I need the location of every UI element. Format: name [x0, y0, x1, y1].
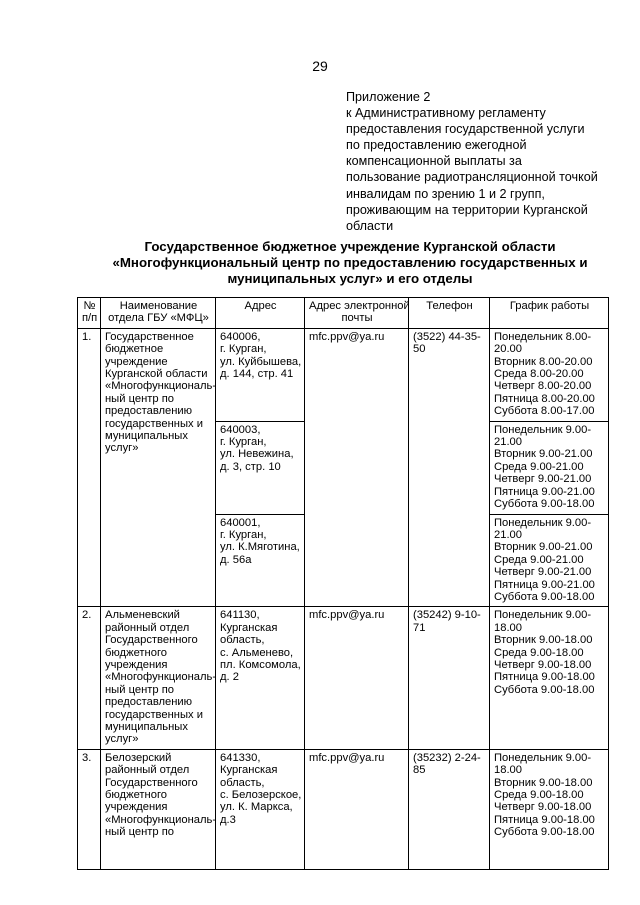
header-department: Наименование отдела ГБУ «МФЦ»	[101, 298, 216, 329]
department-name: Альменевский районный отдел Государственного бюджетного учреждения «Многофункциональ- ный центр по предоставлению государственных и муниципальных услуг»	[101, 607, 216, 749]
header-address: Адрес	[216, 298, 305, 329]
schedule-cell: Понедельник 9.00- 21.00 Вторник 9.00-21.00 Среда 9.00-21.00 Четверг 9.00-21.00 Пятница 9.00-21.00 Суббота 9.00-18.00	[490, 421, 609, 514]
phone-cell: (3522) 44-35- 50	[409, 328, 490, 607]
email-cell: mfc.ppv@ya.ru	[305, 328, 409, 607]
appendix-line: к Административному регламенту	[346, 106, 546, 121]
department-name: Государственное бюджетное учреждение Курганской области «Многофункциональ- ный центр по предоставлению государственных и муниципальных услуг»	[101, 328, 216, 607]
schedule-cell: Понедельник 9.00- 18.00 Вторник 9.00-18.00 Среда 9.00-18.00 Четверг 9.00-18.00 Пятница 9.00-18.00 Суббота 9.00-18.00	[490, 607, 609, 749]
schedule-cell: Понедельник 9.00- 18.00 Вторник 9.00-18.00 Среда 9.00-18.00 Четверг 9.00-18.00 Пятница 9.00-18.00 Суббота 9.00-18.00	[490, 749, 609, 869]
title-line: муниципальных услуг» и его отделы	[227, 271, 473, 286]
appendix-line: области	[346, 218, 394, 233]
appendix-line: инвалидам по зрению 1 и 2 групп,	[346, 186, 545, 201]
appendix-header	[346, 89, 631, 234]
email-cell: mfc.ppv@ya.ru	[305, 607, 409, 749]
schedule-cell: Понедельник 9.00- 21.00 Вторник 9.00-21.00 Среда 9.00-21.00 Четверг 9.00-21.00 Пятница 9.00-21.00 Суббота 9.00-18.00	[490, 514, 609, 607]
title-line: «Многофункциональный центр по предоставлению государственных и	[112, 255, 588, 270]
title-line: Государственное бюджетное учреждение Курганской области	[144, 239, 556, 254]
header-number: № п/п	[78, 298, 101, 329]
table-row	[78, 749, 609, 869]
appendix-line: пользование радиотрансляционной точкой	[346, 170, 598, 185]
schedule-cell: Понедельник 8.00- 20.00 Вторник 8.00-20.00 Среда 8.00-20.00 Четверг 8.00-20.00 Пятница 8.00-20.00 Суббота 8.00-17.00	[490, 328, 609, 421]
appendix-line: по предоставлению ежегодной	[346, 138, 527, 153]
phone-cell: (35232) 2-24- 85	[409, 749, 490, 869]
row-number: 3.	[78, 749, 101, 869]
header-phone: Телефон	[409, 298, 490, 329]
page-number: 29	[312, 58, 328, 74]
address-cell: 640003, г. Курган, ул. Невежина, д. 3, стр. 10	[216, 421, 305, 514]
header-email: Адрес электронной почты	[305, 298, 409, 329]
phone-cell: (35242) 9-10- 71	[409, 607, 490, 749]
address-cell: 640001, г. Курган, ул. К.Мяготина, д. 56а	[216, 514, 305, 607]
appendix-line: проживающим на территории Курганской	[346, 202, 588, 217]
department-name: Белозерский районный отдел Государственного бюджетного учреждения «Многофункциональ- ный центр по	[101, 749, 216, 869]
row-number: 2.	[78, 607, 101, 749]
address-cell: 640006, г. Курган, ул. Куйбышева, д. 144, стр. 41	[216, 328, 305, 421]
offices-table	[77, 297, 609, 870]
table-row	[78, 607, 609, 749]
appendix-line: предоставления государственной услуги	[346, 122, 585, 137]
email-cell: mfc.ppv@ya.ru	[305, 749, 409, 869]
appendix-line: Приложение 2	[346, 90, 431, 104]
address-cell: 641130, Курганская область, с. Альменево, пл. Комсомола, д. 2	[216, 607, 305, 749]
table-row	[78, 328, 609, 421]
document-title	[60, 239, 640, 287]
address-cell: 641330, Курганская область, с. Белозерское, ул. К. Маркса, д.3	[216, 749, 305, 869]
table-header-row	[78, 298, 609, 329]
appendix-line: компенсационной выплаты за	[346, 154, 522, 169]
row-number: 1.	[78, 328, 101, 607]
header-schedule: График работы	[490, 298, 609, 329]
